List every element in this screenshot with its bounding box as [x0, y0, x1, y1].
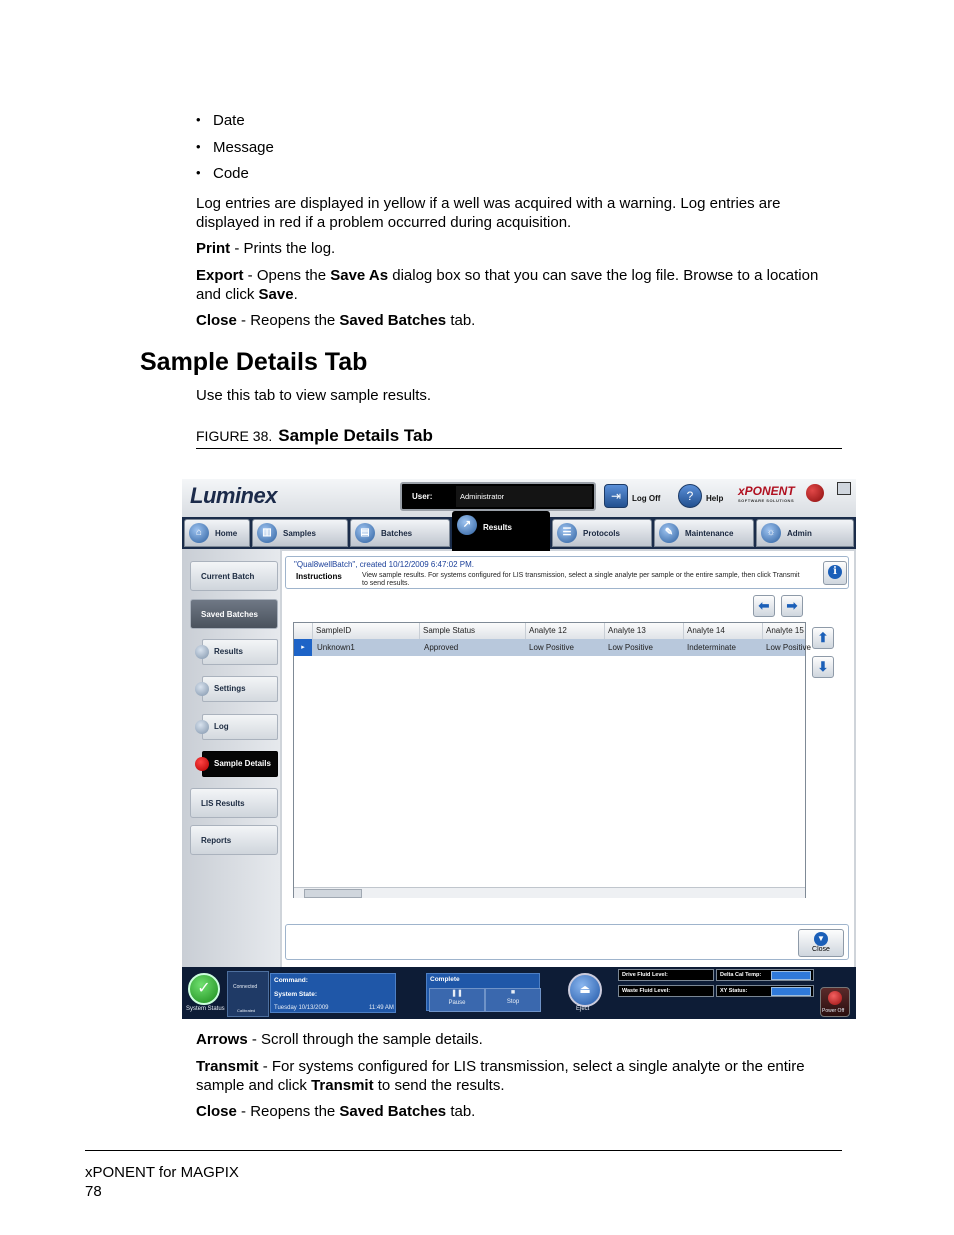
- status-time: 11:49 AM: [369, 1005, 394, 1011]
- desc: - Scroll through the sample details.: [247, 1031, 483, 1048]
- table-cell: Unknown1: [317, 643, 355, 652]
- term: Export: [196, 267, 244, 284]
- pause-button[interactable]: [429, 988, 485, 1012]
- chevron-down-icon: ▼: [814, 932, 828, 946]
- table-cell: Approved: [424, 643, 459, 652]
- calibrated-label: Calibrated: [237, 1008, 256, 1013]
- list-item: • Date: [196, 112, 274, 139]
- sidebar-item-saved-batches[interactable]: [190, 599, 278, 629]
- tab-label: Batches: [381, 529, 413, 538]
- bullet-icon: [195, 720, 209, 734]
- system-state-label: System State:: [274, 991, 317, 998]
- instructions-label: Instructions: [296, 572, 342, 581]
- term: Print: [196, 240, 231, 257]
- connection-panel: [227, 971, 269, 1017]
- tab-batches[interactable]: [350, 519, 450, 547]
- ui-ref: Saved Batches: [339, 312, 447, 329]
- sidebar-item-current-batch[interactable]: [190, 561, 278, 591]
- figure-title: Sample Details Tab: [278, 426, 433, 445]
- sidebar-item-lis-results[interactable]: [190, 788, 278, 818]
- figure-caption: [196, 426, 842, 449]
- admin-icon: ☼: [761, 523, 781, 543]
- list-item: • Code: [196, 165, 274, 192]
- info-button[interactable]: [823, 561, 847, 585]
- maintenance-icon: ✎: [659, 523, 679, 543]
- home-icon: ⌂: [189, 523, 209, 543]
- system-status-label: System Status: [186, 1006, 225, 1012]
- main-tabs: [182, 517, 856, 549]
- sidebar-item-log[interactable]: [190, 712, 278, 742]
- sidebar-item-settings[interactable]: [190, 674, 278, 704]
- command-label: Command:: [274, 977, 308, 984]
- power-icon: [828, 991, 842, 1005]
- footer-divider: [85, 1150, 842, 1151]
- batches-icon: ▤: [355, 523, 375, 543]
- stop-label: Stop: [506, 999, 520, 1005]
- tab-results[interactable]: [452, 511, 550, 551]
- eject-label: Eject: [576, 1006, 590, 1012]
- footer: [85, 1163, 239, 1201]
- field-list: [196, 112, 274, 192]
- brand: xPONENT: [738, 484, 795, 498]
- tab-protocols[interactable]: [552, 519, 652, 547]
- tab-label: Samples: [283, 529, 316, 538]
- content-panel: [282, 551, 854, 967]
- section-intro: Use this tab to view sample results.: [196, 387, 432, 404]
- tab-label: Results: [483, 523, 512, 532]
- user-value: Administrator: [456, 486, 592, 507]
- drive-fluid-panel: [618, 969, 714, 981]
- sidebar-item-label: Log: [214, 722, 229, 731]
- arrows-paragraph: [196, 1030, 846, 1049]
- desc: - Reopens the: [236, 1103, 340, 1120]
- close-label: Close: [812, 946, 830, 953]
- column-header[interactable]: Analyte 15: [762, 623, 805, 639]
- eject-icon[interactable]: ⏏: [568, 973, 602, 1007]
- batch-name: "Qual8wellBatch", created 10/12/2009 6:47:02 PM.: [294, 560, 475, 569]
- tab-label: Protocols: [583, 529, 620, 538]
- desc: - For systems configured for LIS transmission, select a single analyte or the entire sample and click: [196, 1058, 805, 1094]
- ui-ref: Save: [258, 286, 294, 303]
- screenshot: [182, 479, 856, 1019]
- user-label: User:: [412, 492, 433, 501]
- sample-table: [293, 622, 811, 898]
- help-icon[interactable]: ?: [678, 484, 702, 508]
- power-off-label: Power Off: [822, 1008, 845, 1014]
- pause-icon: ❚❚: [451, 990, 463, 997]
- table-row[interactable]: [294, 639, 811, 656]
- waste-fluid-panel: [618, 985, 714, 997]
- list-item: • Message: [196, 139, 274, 166]
- desc: tab.: [446, 1103, 476, 1120]
- info-icon: i: [828, 565, 842, 579]
- tab-label: Home: [215, 529, 238, 538]
- desc: tab.: [446, 312, 476, 329]
- arrow-right-button[interactable]: ➡: [781, 595, 803, 617]
- term: Arrows: [196, 1031, 248, 1048]
- command-panel: [270, 973, 396, 1013]
- bullet-icon: [195, 757, 209, 771]
- progress-panel: [426, 973, 540, 1011]
- ui-ref: Transmit: [311, 1077, 374, 1094]
- sidebar-item-label: Current Batch: [201, 572, 255, 581]
- arrow-up-button[interactable]: ⬆: [812, 627, 834, 649]
- tab-label: Admin: [787, 529, 812, 538]
- tab-admin[interactable]: [756, 519, 854, 547]
- horizontal-scrollbar[interactable]: [294, 887, 805, 898]
- page-number: 78: [85, 1183, 102, 1200]
- close-button[interactable]: [798, 929, 844, 957]
- protocols-icon: ☰: [557, 523, 577, 543]
- desc: dialog box so that you can save the log file. Browse to a location and click: [196, 267, 819, 303]
- column-header[interactable]: Analyte 13: [604, 623, 683, 639]
- luminex-logo: Luminex: [190, 483, 277, 508]
- row-selector-icon[interactable]: ▸: [294, 639, 312, 656]
- brand-sub: SOFTWARE SOLUTIONS: [738, 498, 795, 503]
- checkmark-icon[interactable]: ✓: [188, 973, 220, 1005]
- xy-status-bar: [771, 987, 811, 996]
- log-color-paragraph: Log entries are displayed in yellow if a well was acquired with a warning. Log entries are displayed in red if a problem occurred during acquisition.: [196, 195, 781, 231]
- sidebar-item-label: Settings: [214, 684, 246, 693]
- sidebar-item-label: Results: [214, 647, 243, 656]
- tab-home[interactable]: [184, 519, 250, 547]
- tab-samples[interactable]: [252, 519, 348, 547]
- desc: - Opens the: [243, 267, 331, 284]
- bullet-icon: [195, 645, 209, 659]
- user-box: [400, 482, 596, 511]
- progress-label: Complete: [430, 976, 460, 983]
- stop-icon: ■: [510, 989, 516, 996]
- sidebar: [182, 549, 280, 967]
- table-cell: Indeterminate: [687, 643, 736, 652]
- status-date: Tuesday 10/13/2009: [274, 1005, 329, 1011]
- tab-label: Maintenance: [685, 529, 734, 538]
- term: Close: [196, 312, 237, 329]
- log-off-icon[interactable]: ⇥: [604, 484, 628, 508]
- arrow-down-button[interactable]: ⬇: [812, 656, 834, 678]
- action-panel: [285, 924, 849, 960]
- figure-label: FIGURE 38.: [196, 428, 273, 444]
- sidebar-item-sample-details[interactable]: [190, 749, 278, 779]
- bullet-icon: [195, 682, 209, 696]
- help-label[interactable]: Help: [706, 494, 724, 503]
- sidebar-item-label: Sample Details: [214, 759, 271, 768]
- term: Transmit: [196, 1058, 259, 1075]
- pause-label: Pause: [448, 1000, 466, 1006]
- scroll-thumb[interactable]: [304, 889, 362, 898]
- section-title: Sample Details Tab: [140, 348, 368, 376]
- connected-label: Connected: [233, 984, 258, 990]
- xponent-logo: [738, 484, 795, 503]
- status-bar: [182, 967, 856, 1019]
- samples-icon: ▥: [257, 523, 277, 543]
- column-header[interactable]: Analyte 14: [683, 623, 762, 639]
- stop-button[interactable]: [485, 988, 541, 1012]
- delta-cal-panel: [716, 969, 814, 981]
- results-icon: ↗: [457, 515, 477, 535]
- table-cell: Low Positive: [529, 643, 574, 652]
- table-cell: Low Positive: [608, 643, 653, 652]
- desc: - Prints the log.: [230, 240, 336, 257]
- column-header[interactable]: Analyte 12: [525, 623, 604, 639]
- print-paragraph: [196, 239, 846, 258]
- sidebar-item-results[interactable]: [190, 637, 278, 667]
- term: Close: [196, 1103, 237, 1120]
- sidebar-item-label: Reports: [201, 836, 232, 845]
- close-paragraph: [196, 311, 846, 330]
- desc: - Reopens the: [236, 312, 340, 329]
- xy-status-label: XY Status:: [720, 988, 748, 994]
- ui-ref: Save As: [330, 267, 389, 284]
- sidebar-item-reports[interactable]: [190, 825, 278, 855]
- instructions-text: View sample results. For systems configured for LIS transmission, select a single analyte per sample or the entire sample, then click Transmit to send results.: [362, 572, 800, 587]
- sidebar-item-label: Saved Batches: [201, 610, 258, 619]
- waste-fluid-label: Waste Fluid Level:: [622, 988, 671, 994]
- arrow-left-button[interactable]: ⬅: [753, 595, 775, 617]
- minimize-button[interactable]: [837, 482, 851, 495]
- footer-product: xPONENT for MAGPIX: [85, 1164, 239, 1181]
- desc: .: [293, 286, 298, 303]
- column-header[interactable]: Sample Status: [419, 623, 525, 639]
- export-paragraph: [196, 266, 846, 304]
- close-paragraph-2: [196, 1102, 846, 1121]
- column-header[interactable]: SampleID: [312, 623, 419, 639]
- desc: to send the results.: [373, 1077, 505, 1094]
- tab-maintenance[interactable]: [654, 519, 754, 547]
- transmit-paragraph: [196, 1057, 846, 1095]
- log-off-label[interactable]: Log Off: [632, 494, 661, 503]
- table-cell: Low Positive: [766, 643, 811, 652]
- status-orb-icon: [806, 484, 824, 502]
- instructions-panel: [285, 556, 849, 589]
- xy-status-panel: [716, 985, 814, 997]
- ui-ref: Saved Batches: [339, 1103, 447, 1120]
- delta-cal-label: Delta Cal Temp:: [720, 972, 762, 978]
- sidebar-item-label: LIS Results: [201, 799, 245, 808]
- delta-cal-bar: [771, 971, 811, 980]
- table-header: [294, 623, 805, 640]
- drive-fluid-label: Drive Fluid Level:: [622, 972, 668, 978]
